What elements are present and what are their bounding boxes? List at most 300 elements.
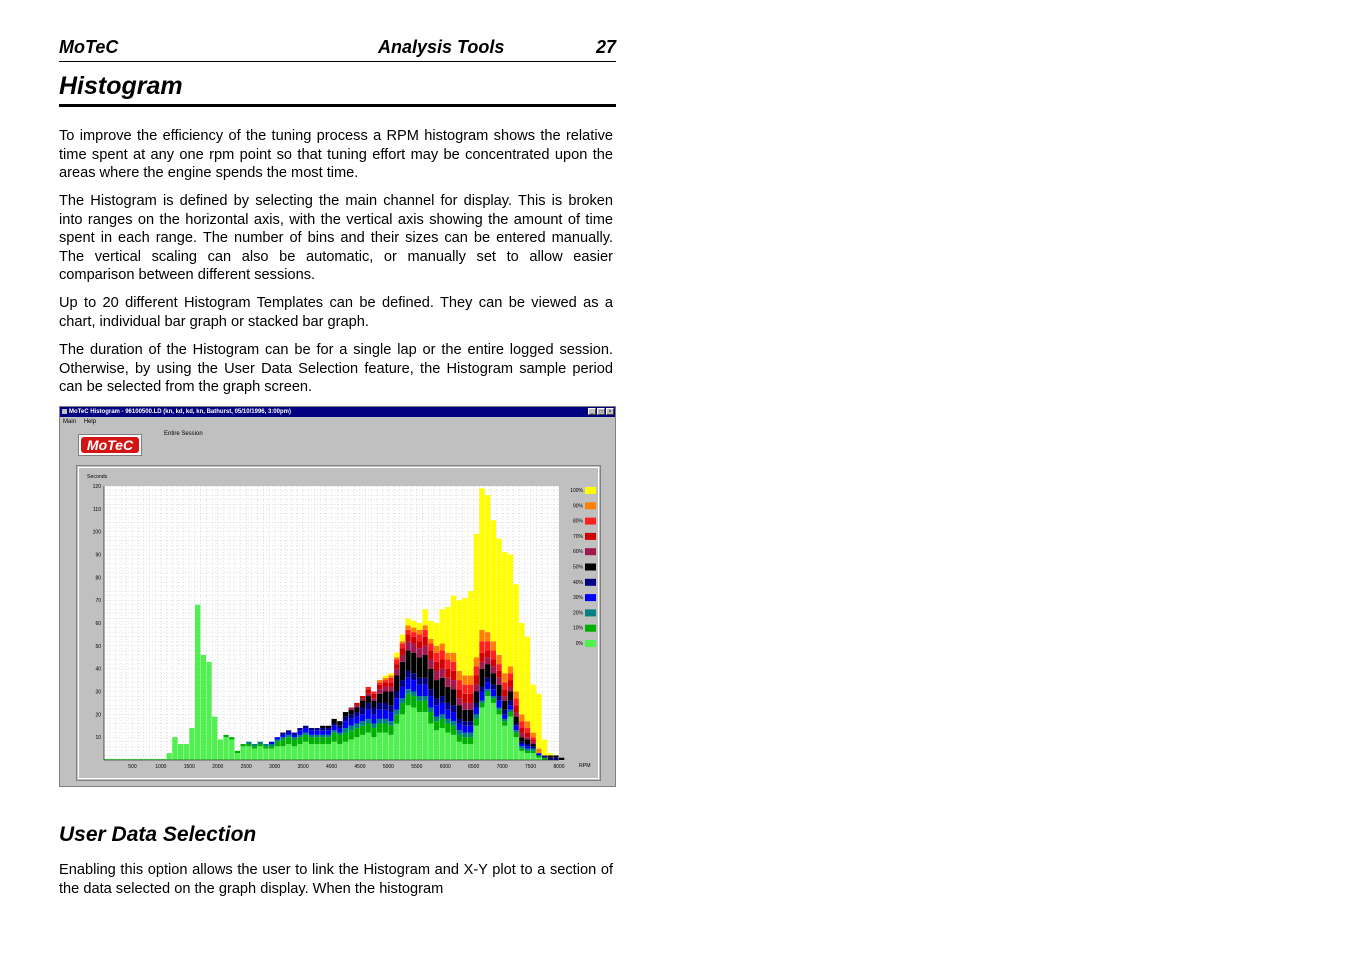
histogram-bar-segment bbox=[519, 733, 524, 738]
histogram-bar-segment bbox=[343, 721, 348, 728]
histogram-bar-segment bbox=[434, 717, 439, 722]
histogram-bar-segment bbox=[178, 744, 183, 760]
x-tick-label: 2000 bbox=[212, 764, 224, 770]
histogram-bar-segment bbox=[332, 730, 337, 732]
histogram-bar-segment bbox=[337, 744, 342, 760]
histogram-bar-segment bbox=[508, 687, 513, 692]
histogram-bar-segment bbox=[326, 744, 331, 760]
histogram-bar-segment bbox=[383, 703, 388, 710]
x-tick-label: 500 bbox=[128, 764, 137, 770]
histogram-bar-segment bbox=[417, 623, 422, 630]
histogram-bar-segment bbox=[491, 641, 496, 650]
histogram-bar-segment bbox=[400, 641, 405, 643]
histogram-bar-segment bbox=[485, 689, 490, 691]
histogram-bar-segment bbox=[332, 723, 337, 725]
menu-help[interactable]: Help bbox=[83, 419, 97, 425]
histogram-bar-segment bbox=[485, 495, 490, 632]
histogram-bar-segment bbox=[263, 744, 268, 746]
histogram-bar-segment bbox=[525, 751, 530, 753]
histogram-bar-segment bbox=[502, 719, 507, 721]
histogram-bar-segment bbox=[468, 694, 473, 703]
histogram-bar-segment bbox=[423, 701, 428, 712]
histogram-bar-segment bbox=[343, 728, 348, 733]
histogram-bar-segment bbox=[309, 744, 314, 760]
histogram-bar-segment bbox=[280, 733, 285, 735]
legend-label: 100% bbox=[570, 488, 583, 494]
histogram-bar-segment bbox=[252, 746, 257, 748]
histogram-bar-segment bbox=[252, 749, 257, 760]
histogram-bar-segment bbox=[206, 662, 211, 760]
x-tick-label: 7500 bbox=[525, 764, 537, 770]
histogram-bar-segment bbox=[474, 707, 479, 714]
histogram-bar-segment bbox=[349, 739, 354, 760]
histogram-bar-segment bbox=[417, 701, 422, 712]
histogram-bar-segment bbox=[462, 737, 467, 744]
histogram-bar-segment bbox=[377, 733, 382, 760]
histogram-bar-segment bbox=[525, 753, 530, 760]
histogram-bar-segment bbox=[462, 726, 467, 733]
y-tick-label: 80 bbox=[95, 575, 101, 582]
histogram-bar-segment bbox=[400, 634, 405, 641]
histogram-bar-segment bbox=[314, 735, 319, 737]
histogram-bar-segment bbox=[468, 710, 473, 721]
histogram-bar-segment bbox=[388, 712, 393, 721]
histogram-bar-segment bbox=[525, 737, 530, 739]
histogram-bar-segment bbox=[445, 607, 450, 653]
paragraph-2: The Histogram is defined by selecting the main channel for display. This is broken into ranges on the horizontal axis, with the vertical axis showing the amount of time spent in each range. The number of bins and their sizes can be entered manually. The vertical scaling can also be automatic, or manually set to allow easier comparison between different sessions. bbox=[59, 193, 613, 283]
histogram-bar-segment bbox=[360, 707, 365, 714]
histogram-bar-segment bbox=[451, 680, 456, 689]
histogram-bar-segment bbox=[326, 726, 331, 728]
histogram-bar-segment bbox=[292, 735, 297, 737]
histogram-bar-segment bbox=[360, 701, 365, 708]
histogram-bar-segment bbox=[496, 710, 501, 715]
legend-label: 60% bbox=[572, 549, 583, 556]
header-page-number: 27 bbox=[595, 37, 616, 57]
histogram-bar-segment bbox=[451, 721, 456, 726]
histogram-bar-segment bbox=[428, 621, 433, 639]
histogram-bar-segment bbox=[394, 723, 399, 760]
histogram-bar-segment bbox=[320, 726, 325, 728]
histogram-bar-segment bbox=[457, 680, 462, 689]
histogram-bar-segment bbox=[440, 678, 445, 696]
histogram-bar-segment bbox=[434, 671, 439, 680]
histogram-bar-segment bbox=[377, 689, 382, 694]
histogram-bar-segment bbox=[474, 692, 479, 703]
histogram-bar-segment bbox=[468, 744, 473, 760]
histogram-bar-segment bbox=[457, 742, 462, 760]
histogram-bar-segment bbox=[377, 685, 382, 690]
histogram-bar-segment bbox=[479, 488, 484, 630]
legend-swatch bbox=[585, 564, 596, 571]
histogram-bar-segment bbox=[479, 701, 484, 703]
histogram-bar-segment bbox=[337, 733, 342, 735]
histogram-bar-segment bbox=[502, 726, 507, 760]
histogram-bar-segment bbox=[434, 646, 439, 653]
maximize-button[interactable]: □ bbox=[597, 408, 605, 415]
histogram-bar-segment bbox=[349, 730, 354, 739]
histogram-bar-segment bbox=[531, 749, 536, 751]
histogram-bar-segment bbox=[280, 739, 285, 746]
x-tick-label: 5500 bbox=[411, 764, 423, 770]
histogram-bar-segment bbox=[394, 669, 399, 676]
histogram-bar-segment bbox=[366, 694, 371, 696]
histogram-bar-segment bbox=[440, 609, 445, 643]
histogram-bar-segment bbox=[496, 539, 501, 655]
histogram-chart[interactable] bbox=[60, 407, 615, 786]
histogram-bar-segment bbox=[394, 657, 399, 659]
histogram-bar-segment bbox=[428, 660, 433, 669]
histogram-bar-segment bbox=[377, 719, 382, 724]
histogram-bar-segment bbox=[485, 650, 490, 657]
histogram-bar-segment bbox=[428, 639, 433, 644]
histogram-bar-segment bbox=[201, 655, 206, 760]
legend-label: 70% bbox=[572, 533, 583, 540]
histogram-bar-segment bbox=[411, 707, 416, 760]
histogram-bar-segment bbox=[491, 520, 496, 641]
histogram-bar-segment bbox=[286, 733, 291, 735]
histogram-bar-segment bbox=[474, 726, 479, 760]
histogram-bar-segment bbox=[388, 687, 393, 692]
y-tick-label: 40 bbox=[95, 666, 101, 673]
histogram-bar-segment bbox=[434, 623, 439, 646]
y-tick-label: 110 bbox=[93, 506, 101, 513]
histogram-bar-segment bbox=[491, 689, 496, 696]
histogram-bar-segment bbox=[417, 712, 422, 760]
x-tick-label: 5000 bbox=[382, 764, 394, 770]
histogram-bar-segment bbox=[195, 605, 200, 760]
page-title: Histogram bbox=[59, 70, 616, 107]
window-title: MoTeC Histogram - 96100500.LD (kn, kd, kd, kn, Bathurst, 05/10/1996, 3:00pm) bbox=[69, 409, 291, 415]
histogram-bar-segment bbox=[167, 753, 172, 760]
histogram-bar-segment bbox=[479, 653, 484, 662]
histogram-bar-segment bbox=[457, 730, 462, 735]
histogram-bar-segment bbox=[468, 733, 473, 738]
histogram-bar-segment bbox=[457, 671, 462, 680]
histogram-bar-segment bbox=[485, 692, 490, 697]
histogram-bar-segment bbox=[326, 735, 331, 737]
legend-label: 10% bbox=[572, 625, 583, 632]
histogram-bar-segment bbox=[292, 737, 297, 739]
histogram-bar-segment bbox=[280, 746, 285, 760]
histogram-bar-segment bbox=[474, 666, 479, 675]
histogram-bar-segment bbox=[531, 685, 536, 733]
histogram-bar-segment bbox=[445, 669, 450, 678]
menu-main[interactable]: Main bbox=[63, 419, 77, 425]
histogram-bar-segment bbox=[457, 735, 462, 742]
histogram-bar-segment bbox=[320, 728, 325, 730]
histogram-bar-segment bbox=[514, 723, 519, 725]
histogram-bar-segment bbox=[280, 737, 285, 739]
histogram-bar-segment bbox=[400, 655, 405, 662]
histogram-bar-segment bbox=[519, 751, 524, 760]
histogram-bar-segment bbox=[411, 621, 416, 628]
histogram-bar-segment bbox=[423, 655, 428, 678]
histogram-bar-segment bbox=[246, 744, 251, 746]
histogram-bar-segment bbox=[468, 685, 473, 694]
histogram-bar-segment bbox=[508, 710, 513, 712]
histogram-bar-segment bbox=[388, 705, 393, 712]
histogram-bar-segment bbox=[423, 646, 428, 655]
histogram-bar-segment bbox=[514, 726, 519, 731]
histogram-bar-segment bbox=[440, 719, 445, 728]
histogram-bar-segment bbox=[366, 733, 371, 760]
histogram-bar-segment bbox=[286, 737, 291, 744]
histogram-bar-segment bbox=[434, 653, 439, 662]
histogram-bar-segment bbox=[354, 712, 359, 717]
histogram-bar-segment bbox=[320, 730, 325, 735]
legend-label: 40% bbox=[572, 579, 583, 586]
close-button[interactable]: × bbox=[606, 408, 614, 415]
histogram-bar-segment bbox=[468, 721, 473, 726]
histogram-bar-segment bbox=[536, 694, 541, 749]
histogram-bar-segment bbox=[303, 742, 308, 760]
histogram-bar-segment bbox=[434, 662, 439, 671]
y-tick-label: 70 bbox=[95, 598, 101, 605]
histogram-bar-segment bbox=[485, 678, 490, 683]
histogram-bar-segment bbox=[525, 739, 530, 744]
histogram-bar-segment bbox=[428, 723, 433, 760]
histogram-bar-segment bbox=[388, 726, 393, 735]
histogram-bar-segment bbox=[451, 705, 456, 712]
histogram-bar-segment bbox=[371, 692, 376, 694]
histogram-bar-segment bbox=[428, 689, 433, 696]
histogram-bar-segment bbox=[479, 669, 484, 687]
histogram-bar-segment bbox=[360, 726, 365, 735]
histogram-bar-segment bbox=[451, 689, 456, 705]
histogram-bar-segment bbox=[405, 618, 410, 625]
histogram-window bbox=[59, 406, 616, 787]
histogram-bar-segment bbox=[525, 749, 530, 751]
histogram-bar-segment bbox=[485, 682, 490, 689]
histogram-bar-segment bbox=[360, 721, 365, 726]
histogram-bar-segment bbox=[349, 726, 354, 731]
histogram-bar-segment bbox=[514, 730, 519, 732]
histogram-bar-segment bbox=[474, 703, 479, 708]
histogram-bar-segment bbox=[366, 719, 371, 724]
histogram-bar-segment bbox=[320, 737, 325, 744]
histogram-bar-segment bbox=[371, 698, 376, 700]
histogram-bar-segment bbox=[440, 714, 445, 719]
histogram-bar-segment bbox=[377, 723, 382, 732]
histogram-bar-segment bbox=[371, 694, 376, 699]
histogram-bar-segment bbox=[354, 737, 359, 760]
header-section: Analysis Tools bbox=[378, 37, 505, 57]
histogram-bar-segment bbox=[400, 698, 405, 703]
y-tick-label: 50 bbox=[95, 643, 101, 650]
histogram-bar-segment bbox=[474, 534, 479, 657]
histogram-bar-segment bbox=[320, 735, 325, 737]
histogram-bar-segment bbox=[502, 552, 507, 673]
paragraph-4: The duration of the Histogram can be for a single lap or the entire logged session. Otherwise, by using the User Data Selection feature, the Histogram sample period can be selected from the graph screen. bbox=[59, 342, 613, 395]
histogram-bar-segment bbox=[360, 696, 365, 698]
histogram-bar-segment bbox=[405, 689, 410, 694]
histogram-bar-segment bbox=[411, 628, 416, 633]
histogram-bar-segment bbox=[275, 739, 280, 741]
histogram-bar-segment bbox=[428, 707, 433, 712]
histogram-bar-segment bbox=[508, 692, 513, 701]
histogram-bar-segment bbox=[223, 737, 228, 760]
histogram-bar-segment bbox=[383, 692, 388, 703]
histogram-bar-segment bbox=[548, 758, 553, 760]
histogram-bar-segment bbox=[360, 698, 365, 700]
histogram-bar-segment bbox=[394, 710, 399, 715]
histogram-bar-segment bbox=[394, 692, 399, 699]
legend-swatch bbox=[585, 640, 596, 647]
histogram-bar-segment bbox=[314, 744, 319, 760]
histogram-bar-segment bbox=[457, 705, 462, 719]
histogram-bar-segment bbox=[428, 669, 433, 690]
histogram-bar-segment bbox=[326, 737, 331, 744]
histogram-bar-segment bbox=[354, 707, 359, 712]
histogram-bar-segment bbox=[531, 737, 536, 739]
x-tick-label: 7000 bbox=[496, 764, 508, 770]
histogram-bar-segment bbox=[235, 751, 240, 753]
histogram-bar-segment bbox=[451, 726, 456, 735]
histogram-bar-segment bbox=[417, 657, 422, 678]
legend-swatch bbox=[585, 487, 596, 494]
legend-label: 90% bbox=[572, 503, 583, 510]
histogram-bar-segment bbox=[440, 660, 445, 669]
histogram-bar-segment bbox=[479, 630, 484, 641]
histogram-bar-segment bbox=[400, 644, 405, 649]
histogram-bar-segment bbox=[309, 735, 314, 737]
histogram-bar-segment bbox=[496, 696, 501, 701]
histogram-bar-segment bbox=[377, 694, 382, 703]
legend-swatch bbox=[585, 502, 596, 509]
histogram-bar-segment bbox=[502, 689, 507, 696]
histogram-bar-segment bbox=[496, 655, 501, 664]
histogram-bar-segment bbox=[502, 721, 507, 726]
histogram-bar-segment bbox=[536, 749, 541, 754]
histogram-bar-segment bbox=[371, 737, 376, 760]
histogram-bar-segment bbox=[462, 721, 467, 726]
histogram-bar-segment bbox=[377, 710, 382, 719]
histogram-bar-segment bbox=[519, 749, 524, 751]
histogram-bar-segment bbox=[474, 676, 479, 685]
histogram-bar-segment bbox=[542, 739, 547, 755]
histogram-bar-segment bbox=[314, 728, 319, 730]
histogram-bar-segment bbox=[332, 719, 337, 724]
histogram-bar-segment bbox=[394, 714, 399, 723]
histogram-bar-segment bbox=[525, 746, 530, 748]
legend-swatch bbox=[585, 518, 596, 525]
histogram-bar-segment bbox=[514, 698, 519, 705]
histogram-bar-segment bbox=[337, 735, 342, 744]
histogram-bar-segment bbox=[423, 696, 428, 701]
histogram-bar-segment bbox=[218, 739, 223, 760]
histogram-bar-segment bbox=[451, 671, 456, 680]
histogram-bar-segment bbox=[440, 728, 445, 760]
histogram-bar-segment bbox=[184, 744, 189, 760]
histogram-bar-segment bbox=[366, 687, 371, 689]
histogram-bar-segment bbox=[332, 726, 337, 731]
histogram-bar-segment bbox=[269, 744, 274, 746]
histogram-bar-segment bbox=[423, 609, 428, 625]
legend-label: 50% bbox=[572, 564, 583, 571]
subheading: User Data Selection bbox=[59, 823, 257, 846]
minimize-button[interactable]: _ bbox=[588, 408, 596, 415]
histogram-bar-segment bbox=[514, 584, 519, 691]
histogram-bar-segment bbox=[297, 737, 302, 744]
histogram-bar-segment bbox=[485, 632, 490, 641]
histogram-bar-segment bbox=[354, 703, 359, 705]
histogram-bar-segment bbox=[514, 733, 519, 738]
legend-label: 0% bbox=[575, 641, 583, 647]
histogram-bar-segment bbox=[286, 744, 291, 760]
histogram-bar-segment bbox=[241, 746, 246, 760]
y-tick-label: 10 bbox=[95, 735, 101, 742]
histogram-bar-segment bbox=[440, 644, 445, 651]
histogram-bar-segment bbox=[297, 730, 302, 735]
histogram-bar-segment bbox=[508, 680, 513, 687]
histogram-bar-segment bbox=[462, 598, 467, 676]
histogram-bar-segment bbox=[292, 733, 297, 735]
histogram-bar-segment bbox=[445, 687, 450, 703]
histogram-bar-segment bbox=[423, 678, 428, 685]
histogram-bar-segment bbox=[531, 733, 536, 738]
histogram-bar-segment bbox=[417, 648, 422, 657]
histogram-bar-segment bbox=[474, 685, 479, 692]
histogram-bar-segment bbox=[354, 723, 359, 728]
histogram-bar-segment bbox=[457, 698, 462, 705]
x-tick-label: 4500 bbox=[354, 764, 366, 770]
legend-swatch bbox=[585, 579, 596, 586]
histogram-bar-segment bbox=[479, 692, 484, 701]
histogram-bar-segment bbox=[479, 687, 484, 692]
histogram-bar-segment bbox=[519, 742, 524, 744]
legend-label: 80% bbox=[572, 518, 583, 525]
histogram-bar-segment bbox=[462, 676, 467, 685]
histogram-bar-segment bbox=[297, 744, 302, 760]
histogram-bar-segment bbox=[502, 710, 507, 715]
histogram-bar-segment bbox=[542, 755, 547, 757]
histogram-bar-segment bbox=[292, 746, 297, 760]
histogram-bar-segment bbox=[508, 666, 513, 673]
histogram-bar-segment bbox=[519, 714, 524, 721]
histogram-bar-segment bbox=[491, 685, 496, 690]
histogram-bar-segment bbox=[519, 721, 524, 728]
histogram-bar-segment bbox=[457, 689, 462, 698]
histogram-bar-segment bbox=[462, 694, 467, 703]
histogram-bar-segment bbox=[434, 730, 439, 760]
histogram-bar-segment bbox=[212, 717, 217, 760]
histogram-bar-segment bbox=[309, 728, 314, 730]
histogram-bar-segment bbox=[485, 657, 490, 664]
histogram-bar-segment bbox=[462, 733, 467, 738]
y-axis-label: Seconds bbox=[87, 474, 108, 480]
histogram-bar-segment bbox=[525, 721, 530, 728]
histogram-bar-segment bbox=[525, 733, 530, 738]
histogram-bar-segment bbox=[360, 735, 365, 760]
legend-label: 30% bbox=[572, 595, 583, 602]
histogram-bar-segment bbox=[172, 737, 177, 760]
histogram-bar-segment bbox=[309, 737, 314, 744]
histogram-bar-segment bbox=[349, 710, 354, 715]
histogram-bar-segment bbox=[440, 696, 445, 703]
x-axis-label: RPM bbox=[579, 763, 591, 769]
histogram-bar-segment bbox=[343, 717, 348, 722]
histogram-bar-segment bbox=[519, 728, 524, 733]
histogram-bar-segment bbox=[343, 742, 348, 760]
histogram-bar-segment bbox=[411, 680, 416, 691]
histogram-bar-segment bbox=[417, 630, 422, 635]
histogram-bar-segment bbox=[400, 662, 405, 680]
histogram-bar-segment bbox=[332, 742, 337, 760]
histogram-bar-segment bbox=[440, 669, 445, 678]
histogram-bar-segment bbox=[514, 717, 519, 724]
y-tick-label: 20 bbox=[95, 712, 101, 719]
